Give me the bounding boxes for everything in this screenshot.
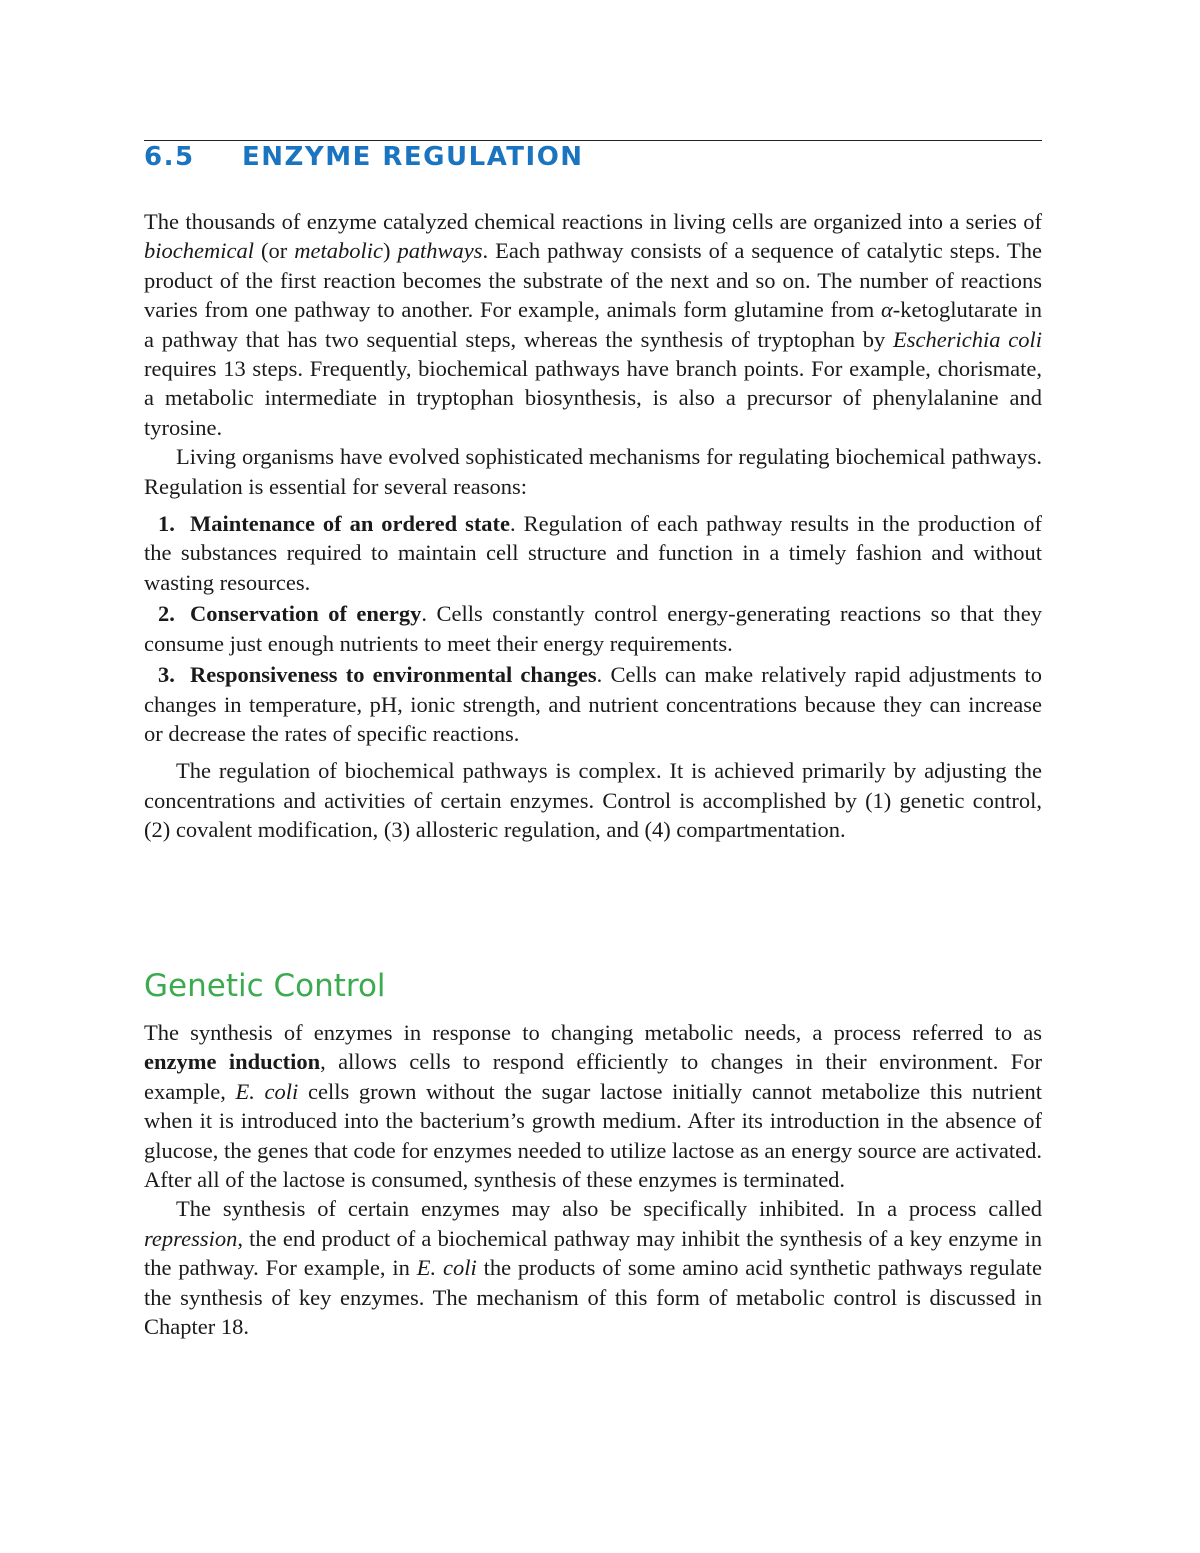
species-e-coli: E. coli [235, 1078, 299, 1104]
genetic-control-paragraph-1: The synthesis of enzymes in response to changing metabolic needs, a process referred to as enzyme induction, allows cells to respond efficiently to changes in their environment. For example, E. coli cells grown without the sugar lactose initially cannot metabolize this nutrient when it is introduced into the bacterium’s growth medium. After its introduction in the absence of glucose, the genes that code for enzymes needed to utilize lactose as an energy source are activated. After all of the lactose is consumed, synthesis of these enzymes is terminated. [144, 1020, 1043, 1193]
list-text: . Cells can make relatively rapid adjustments to changes in temperature, pH, ionic strength, and nutrient concentrations because they can increase or decrease the rates of specific reactions. [144, 662, 1042, 746]
section-title: ENZYME REGULATION [242, 142, 584, 172]
list-item [144, 660, 1042, 748]
genetic-control-heading: Genetic Control [144, 968, 386, 1004]
species-e-coli: E. coli [416, 1255, 477, 1281]
list-text: . Regulation of each pathway results in the production of the substances required to maintain cell structure and function in a timely fashion and without wasting resources. [144, 511, 1042, 595]
list-number: 1. [158, 511, 175, 537]
reasons-list [144, 509, 1042, 748]
list-term: Responsiveness to environmental changes [190, 662, 597, 688]
term-repression: repression [144, 1225, 238, 1251]
list-item [144, 599, 1042, 658]
list-text: . Cells constantly control energy-generating reactions so that they consume just enough nutrients to meet their energy requirements. [144, 601, 1043, 656]
genetic-control-paragraph-2: The synthesis of certain enzymes may also be specifically inhibited. In a process called repression, the end product of a biochemical pathway may inhibit the synthesis of a key enzyme in the pathway. For example, in E. coli the products of some amino acid synthetic pathways regulate the synthesis of key enzymes. The mechanism of this form of metabolic control is discussed in Chapter 18. [144, 1196, 1042, 1340]
regulation-paragraph: The regulation of biochemical pathways is complex. It is achieved primarily by adjusting the concentrations and activities of certain enzymes. Control is accomplished by (1) genetic control, (2) covalent modification, (3) allosteric regulation, and (4) compartmentation. [144, 758, 1042, 843]
intro-paragraph-2: Living organisms have evolved sophisticated mechanisms for regulating biochemical pathways. Regulation is essential for several reasons: [144, 444, 1042, 499]
term-pathways: pathways [397, 238, 483, 264]
list-term: Maintenance of an ordered state [190, 511, 511, 537]
term-metabolic: metabolic [294, 238, 383, 264]
genetic-control-body [144, 1018, 1042, 1341]
section-top-rule [144, 140, 1042, 141]
list-item [144, 509, 1042, 597]
list-number: 2. [158, 601, 175, 627]
species-escherichia-coli: Escherichia coli [893, 326, 1042, 352]
list-term: Conservation of energy [190, 601, 422, 627]
section-body [144, 207, 1042, 845]
term-enzyme-induction: enzyme induction [144, 1049, 321, 1075]
list-number: 3. [158, 662, 175, 688]
section-heading [144, 142, 584, 172]
term-biochemical: biochemical [144, 238, 254, 264]
intro-paragraph-1: The thousands of enzyme catalyzed chemical reactions in living cells are organized into a series of biochemical (or metabolic) pathways. Each pathway consists of a sequence of catalytic steps. The product of the first reaction becomes the substrate of the next and so on. The number of reactions varies from one pathway to another. For example, animals form glutamine from α-ketoglutarate in a pathway that has two sequential steps, whereas the synthesis of tryptophan by Escherichia coli requires 13 steps. Frequently, biochemical pathways have branch points. For example, chorismate, a metabolic intermediate in tryptophan biosynthesis, is also a precursor of phenylalanine and tyrosine. [144, 209, 1042, 440]
section-number: 6.5 [144, 142, 195, 172]
alpha-symbol: α [880, 297, 893, 323]
